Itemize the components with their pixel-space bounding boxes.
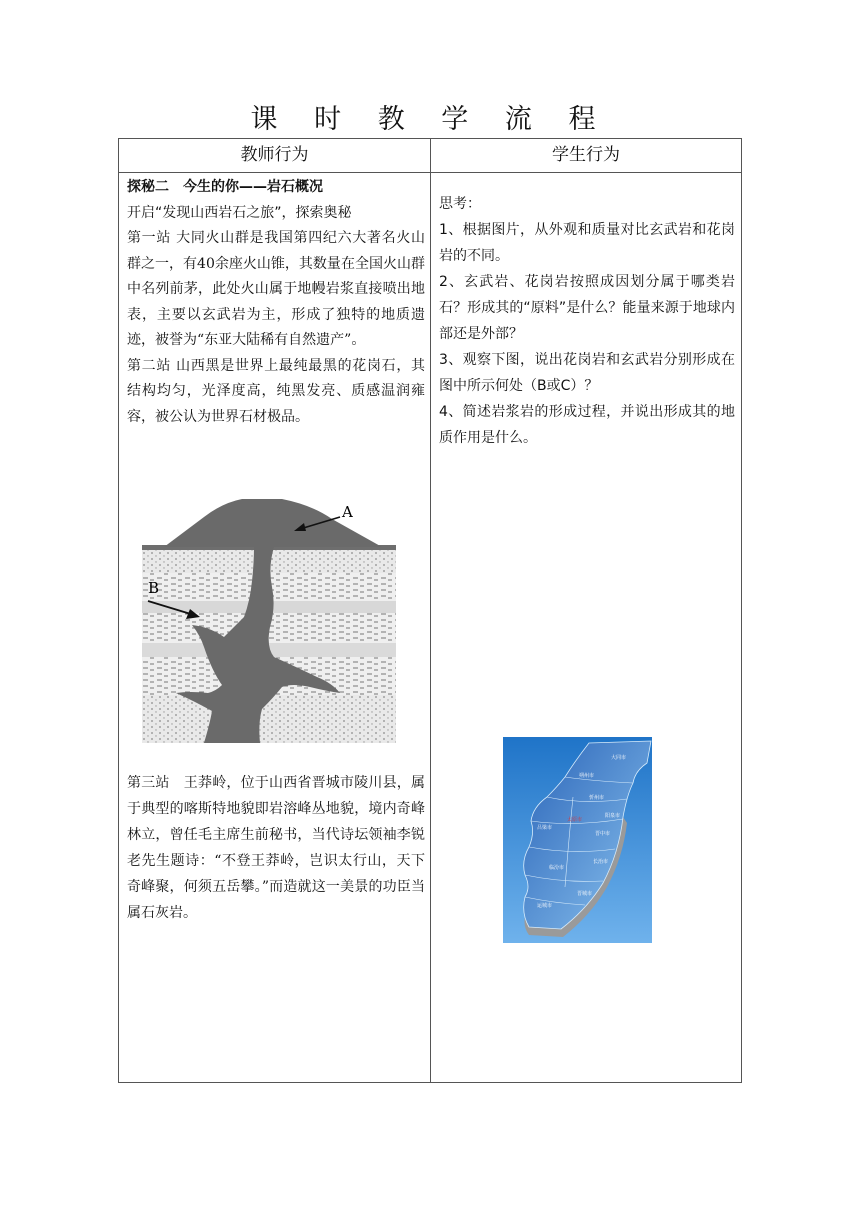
header-student: 学生行为 bbox=[552, 145, 620, 165]
intro-text: 开启“发现山西岩石之旅”，探索奥秘 bbox=[127, 204, 352, 221]
city-label: 朔州市 bbox=[579, 773, 595, 779]
section-title: 探秘二 今生的你——岩石概况 bbox=[127, 179, 323, 195]
page-title: 课 时 教 学 流 程 bbox=[250, 104, 610, 135]
station3-text: 第三站 王莽岭，位于山西省晋城市陵川县，属于典型的喀斯特地貌即岩溶峰丛地貌，境内奇峰林立，曾任毛主席生前秘书，当代诗坛领袖李锐老先生题诗：“不登王莽岭，岂识太行山，天下奇峰聚，何须五岳攀。”而造就这一美景的功臣当属石灰岩。 bbox=[127, 775, 425, 921]
column-divider bbox=[430, 139, 431, 1082]
city-label: 临汾市 bbox=[549, 865, 565, 871]
header-teacher: 教师行为 bbox=[240, 145, 309, 165]
city-label: 忻州市 bbox=[589, 795, 605, 801]
lesson-table bbox=[118, 138, 742, 1083]
geology-cross-section-figure bbox=[142, 497, 396, 743]
think-label: 思考： bbox=[439, 196, 481, 212]
city-label: 阳泉市 bbox=[605, 813, 621, 819]
city-label: 太原市 bbox=[567, 817, 583, 823]
station3-block bbox=[127, 770, 425, 926]
city-label: 晋城市 bbox=[577, 891, 593, 897]
question-4: 4、简述岩浆岩的形成过程，并说出形成其的地质作用是什么。 bbox=[439, 404, 735, 446]
label-a: A bbox=[342, 503, 353, 521]
station1-text: 第一站 大同火山群是我国第四纪六大著名火山群之一，有40余座火山锥，其数量在全国火山群中名列前茅，此处火山属于地幔岩浆直接喷出地表，主要以玄武岩为主，形成了独特的地质遗迹，被誉为“东亚大陆稀有自然遗产”。 bbox=[127, 230, 425, 348]
question-2: 2、玄武岩、花岗岩按照成因划分属于哪类岩石？形成其的“原料”是什么？能量来源于地球内部还是外部？ bbox=[439, 274, 735, 342]
student-column bbox=[439, 191, 735, 451]
city-label: 吕梁市 bbox=[537, 825, 553, 831]
teacher-column bbox=[127, 175, 425, 430]
station2-text: 第二站 山西黑是世界上最纯最黑的花岗石，其结构均匀，光泽度高，纯黑发亮、质感温润雍容，被公认为世界石材极品。 bbox=[127, 357, 425, 425]
city-label: 晋中市 bbox=[595, 831, 611, 837]
city-label: 长治市 bbox=[593, 859, 609, 865]
city-label: 大同市 bbox=[611, 755, 627, 761]
city-label: 运城市 bbox=[537, 903, 553, 909]
question-1: 1、根据图片，从外观和质量对比玄武岩和花岗岩的不同。 bbox=[439, 222, 735, 264]
label-b: B bbox=[148, 579, 160, 597]
shanxi-map-figure bbox=[503, 737, 652, 943]
question-3: 3、观察下图，说出花岗岩和玄武岩分别形成在图中所示何处（B或C）？ bbox=[439, 352, 735, 394]
